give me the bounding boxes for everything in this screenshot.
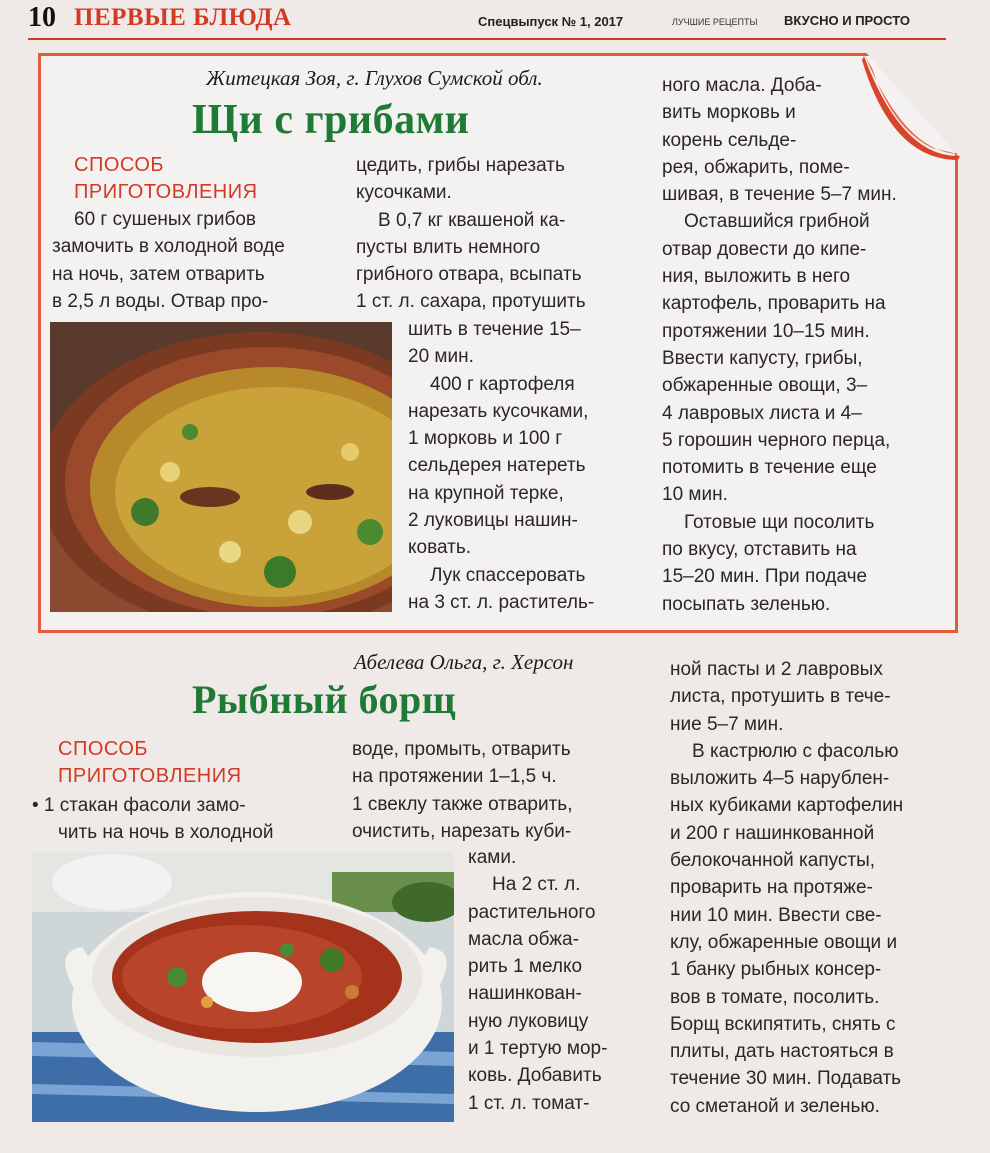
recipe-1-column-1: 60 г сушеных грибов замочить в холодной воде на ночь, затем отварить в 2,5 л воды. Отвар про- <box>52 209 285 312</box>
recipe-2-column-2-bottom: ками. На 2 ст. л. растительного масла обжа- рить 1 мелко нашинкован- ную луковицу и 1 тертую мор- ковь. Добавить 1 ст. л. томат- <box>468 847 608 1114</box>
tagline-small: ЛУЧШИЕ РЕЦЕПТЫ <box>672 17 758 27</box>
tagline-large: ВКУСНО И ПРОСТО <box>784 13 910 28</box>
recipe-1-method-heading: СПОСОБ ПРИГОТОВЛЕНИЯ <box>74 154 258 203</box>
recipe-2-column-2-top: воде, промыть, отварить на протяжении 1–1,5 ч. 1 свеклу также отварить, очистить, нарезать куби- <box>352 739 573 842</box>
section-title: ПЕРВЫЕ БЛЮДА <box>74 4 292 31</box>
page-number: 10 <box>28 2 56 33</box>
cabbage-soup-photo <box>50 322 392 612</box>
fish-borscht-photo <box>32 852 454 1122</box>
recipe-1-title: Щи с грибами <box>192 97 470 143</box>
recipe-2-column-3: ной пасты и 2 лавровых листа, протушить в тече- ние 5–7 мин. В кастрюлю с фасолью выложить 4–5 нарублен- ных кубиками картофелин и 200 г нашинкованной белокочанной капусты, проварить на протяже- нии 10 мин. Ввести све- клу, обжаренные овощи и 1 банку рыбных консер- вов в томате, посолить. Борщ вскипятить, снять с плиты, дать настояться в течение 30 мин. Подавать со сметаной и зеленью. <box>670 659 904 1117</box>
recipe-1-column-3: ного масла. Доба- вить морковь и корень сельде- рея, обжарить, поме- шивая, в течение 5–7 мин. Оставшийся грибной отвар довести до кипе- ния, выложить в него картофель, проварить на протяжении 10–15 мин. Ввести капусту, грибы, обжаренные овощи, 3– 4 лавровых листа и 4– 5 горошин черного перца, потомить в течение еще 10 мин. Готовые щи посолить по вкусу, отставить на 15–20 мин. При подаче посыпать зеленью. <box>662 75 897 615</box>
recipe-2-title: Рыбный борщ <box>192 677 456 722</box>
recipe-1-author: Житецкая Зоя, г. Глухов Сумской обл. <box>206 66 543 90</box>
issue-label: Спецвыпуск № 1, 2017 <box>478 14 624 29</box>
recipe-1-column-2-bottom: шить в течение 15– 20 мин. 400 г картофеля нарезать кусочками, 1 морковь и 100 г сельдерея натереть на крупной терке, 2 луковицы нашин- ковать. Лук спассеровать на 3 ст. л. раститель- <box>408 319 595 613</box>
page-header <box>0 0 990 40</box>
recipe-2-column-1: • 1 стакан фасоли замо- чить на ночь в холодной <box>32 795 274 844</box>
recipe-2-method-heading: СПОСОБ ПРИГОТОВЛЕНИЯ <box>58 738 242 787</box>
header-rule <box>28 38 946 40</box>
recipe-1-column-2-top: цедить, грибы нарезать кусочками. В 0,7 кг квашеной ка- пусты влить немного грибного отвара, всыпать 1 ст. л. сахара, протушить <box>356 155 586 313</box>
recipe-2-author: Абелева Ольга, г. Херсон <box>354 650 574 674</box>
